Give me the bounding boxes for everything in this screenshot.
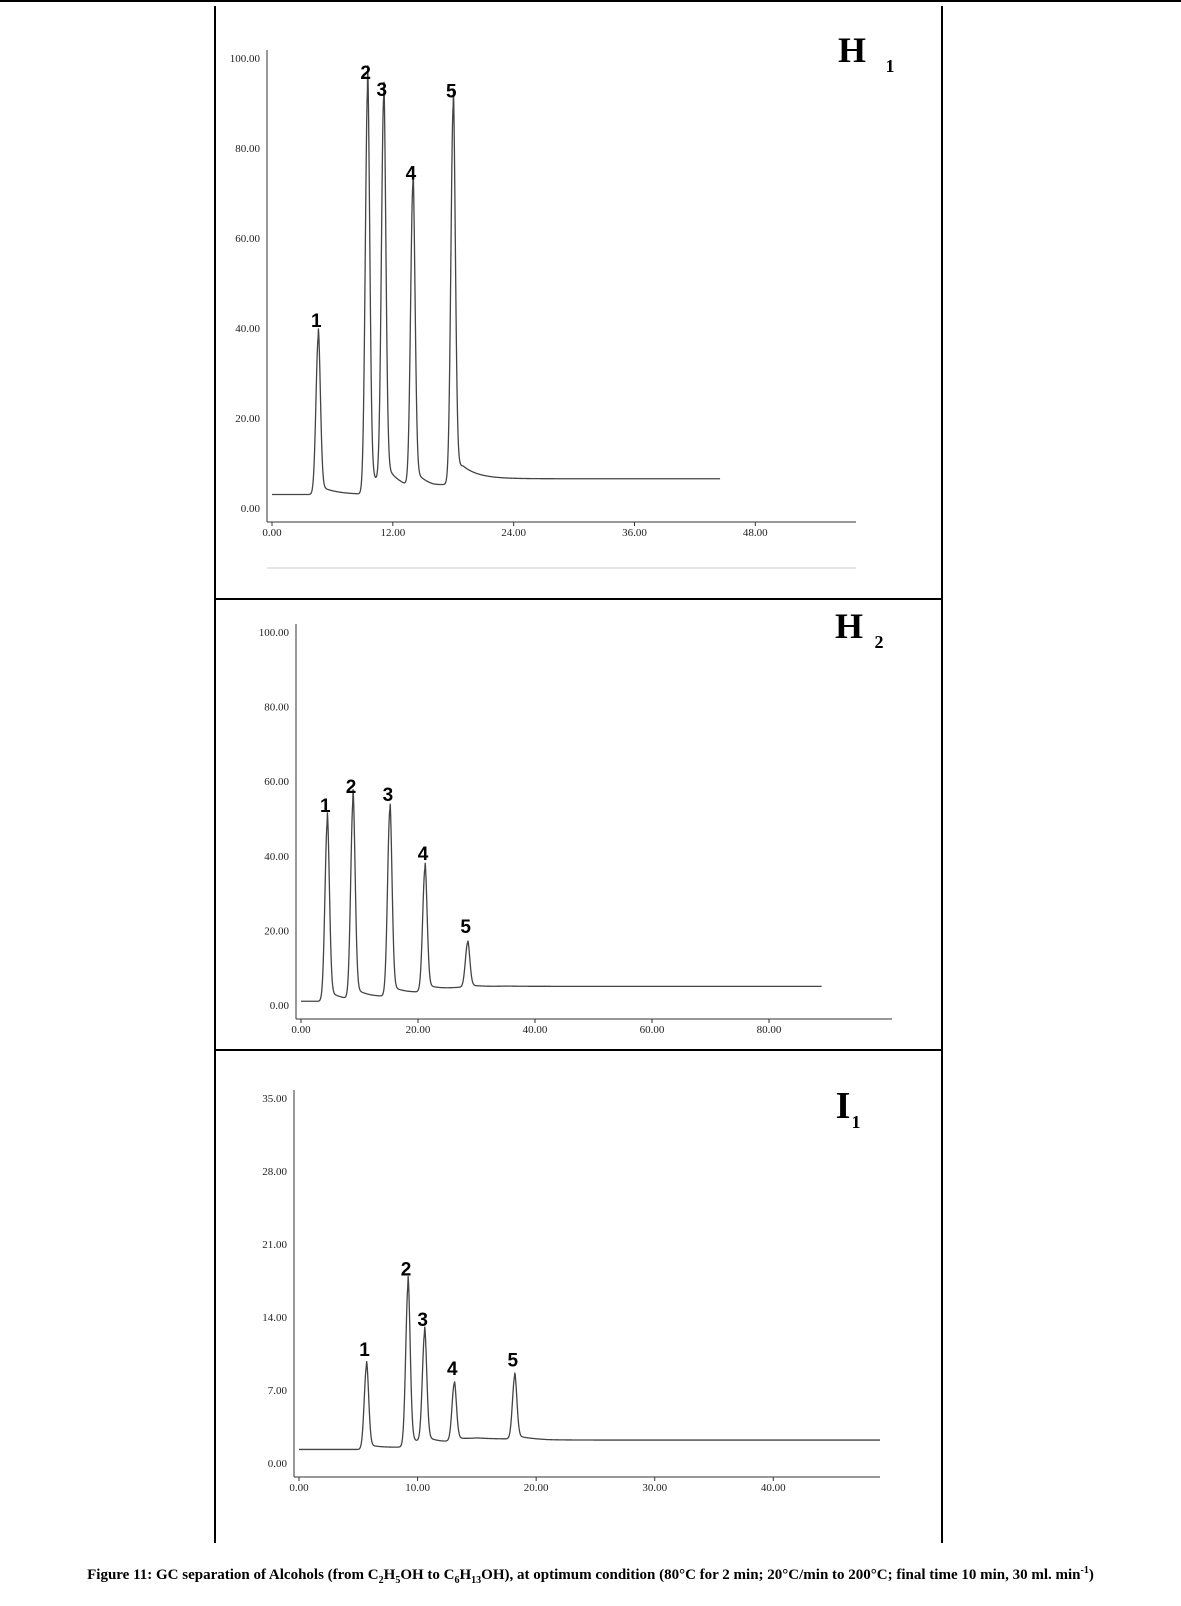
- panel-title: I: [835, 1085, 851, 1127]
- x-tick-label: 0.00: [289, 1482, 309, 1494]
- x-tick-label: 20.00: [523, 1482, 549, 1494]
- x-tick-label: 0.00: [262, 527, 282, 539]
- peak-label: 5: [460, 917, 472, 939]
- y-tick-label: 40.00: [235, 323, 260, 335]
- y-tick-label: 80.00: [264, 701, 289, 714]
- y-tick-label: 20.00: [235, 413, 260, 425]
- y-tick-label: 100.00: [258, 627, 289, 639]
- peak-label: 3: [382, 784, 394, 806]
- y-tick-label: 20.00: [264, 925, 289, 938]
- panel-title: H: [834, 606, 864, 646]
- peak-label: 5: [507, 1350, 519, 1372]
- panel-title-subscript: 2: [874, 632, 884, 652]
- y-tick-label: 14.00: [262, 1312, 287, 1324]
- x-tick-label: 30.00: [642, 1482, 668, 1494]
- x-tick-label: 80.00: [756, 1024, 782, 1036]
- peak-label: 5: [445, 81, 457, 103]
- panel-title-subscript: 1: [851, 1112, 861, 1132]
- x-tick-label: 60.00: [639, 1024, 665, 1036]
- y-tick-label: 100.00: [229, 53, 260, 65]
- chromatogram-trace: [272, 65, 720, 494]
- chart-panel: [262, 1085, 880, 1494]
- y-tick-label: 7.00: [267, 1385, 287, 1397]
- y-tick-label: 60.00: [264, 776, 289, 789]
- y-tick-label: 80.00: [235, 143, 260, 155]
- x-tick-label: 24.00: [501, 527, 527, 539]
- x-tick-label: 0.00: [291, 1024, 311, 1036]
- peak-label: 3: [417, 1310, 428, 1332]
- peak-label: 2: [400, 1259, 412, 1281]
- peak-label: 1: [311, 311, 322, 332]
- y-tick-label: 35.00: [262, 1093, 287, 1105]
- chart-panel: [259, 606, 892, 1036]
- y-tick-label: 0.00: [240, 503, 260, 515]
- peak-label: 1: [359, 1339, 370, 1361]
- panel-title-subscript: 1: [885, 56, 895, 76]
- y-tick-label: 28.00: [262, 1166, 287, 1178]
- y-tick-label: 0.00: [269, 1000, 289, 1012]
- chromatogram-trace: [301, 789, 822, 1001]
- y-tick-label: 21.00: [262, 1239, 287, 1251]
- panel-title: H: [837, 30, 867, 70]
- y-tick-label: 40.00: [264, 850, 289, 863]
- x-tick-label: 12.00: [380, 527, 406, 539]
- peak-label: 4: [417, 843, 429, 865]
- chromatogram-trace: [299, 1276, 880, 1449]
- x-tick-label: 36.00: [622, 527, 647, 539]
- peak-label: 4: [447, 1358, 458, 1380]
- peak-label: 4: [405, 163, 417, 185]
- x-tick-label: 48.00: [742, 527, 768, 539]
- peak-label: 2: [360, 63, 371, 85]
- x-tick-label: 20.00: [405, 1024, 431, 1036]
- y-tick-label: 60.00: [235, 233, 260, 245]
- x-tick-label: 40.00: [760, 1482, 786, 1494]
- x-tick-label: 40.00: [522, 1024, 548, 1036]
- peak-label: 2: [345, 777, 357, 799]
- peak-label: 1: [320, 796, 331, 818]
- peak-label: 3: [376, 79, 388, 101]
- x-tick-label: 10.00: [405, 1482, 430, 1494]
- figure-caption: Figure 11: GC separation of Alcohols (from $C_2H_5OH$ to $C_6H_{13}OH$), at optimum condition (80°C for 2 min; 20°C/min to 200°C; final time 10 min, 30 ml. $\min^{-1}$): [87, 1565, 1094, 1586]
- chart-panel: [230, 30, 895, 568]
- y-tick-label: 0.00: [267, 1458, 287, 1470]
